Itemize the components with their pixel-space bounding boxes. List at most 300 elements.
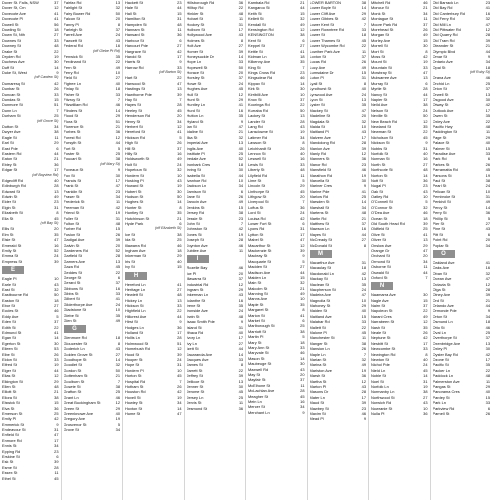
page-number: 17 (238, 335, 243, 341)
page-number: 33 (423, 64, 428, 70)
street-name: Inkerman St (125, 253, 146, 259)
page-number: 12 (115, 134, 120, 140)
page-number: 18 (177, 247, 182, 253)
page-number: 36 (423, 177, 428, 183)
page-number: 13 (177, 86, 182, 92)
street-name: Oatley Rd (371, 194, 389, 200)
page-number: 26 (423, 26, 428, 32)
page-number: 50 (177, 194, 182, 200)
page-number: 50 (115, 367, 120, 373)
street-name: Jenner St (186, 383, 204, 389)
street-name: Hyland St (186, 118, 204, 124)
page-number: 21 (238, 129, 243, 135)
page-number: 40 (361, 86, 366, 92)
street-name: Leswell St (248, 156, 266, 162)
page-number: 35 (115, 53, 120, 59)
street-name: Lumsdaine Dr (309, 70, 334, 76)
page-number: 49 (485, 199, 490, 205)
page-number: 25 (177, 237, 182, 243)
street-name: Hobart St (186, 16, 203, 22)
street-name: Elizabeth St (2, 210, 23, 216)
street-name: Market St (248, 318, 265, 324)
page-number: 38 (300, 328, 305, 334)
page-number: 37 (238, 75, 243, 81)
street-name: Kirribilli Ave (248, 91, 269, 97)
street-name: Old Tram Rd (432, 37, 455, 43)
street-name: Lower St (309, 32, 325, 38)
street-name: Pardey St (432, 394, 450, 400)
page-number: 11 (300, 172, 305, 178)
street-name: Mater Ln (309, 394, 325, 400)
street-name: Lyons Rd (248, 226, 265, 232)
page-number: 24 (238, 308, 243, 314)
index-entry (371, 275, 428, 280)
page-number: 26 (177, 383, 182, 389)
street-name: Illawarra St (186, 276, 206, 282)
street-name: Oldfield St (371, 226, 389, 232)
page-number: 43 (238, 292, 243, 298)
street-name: Foster St (63, 150, 80, 156)
street-name: North St (371, 161, 386, 167)
street-name: Gladstone St (63, 307, 86, 313)
street-name: Forbes St (63, 129, 81, 135)
page-number: 18 (54, 26, 59, 32)
page-number: 30 (300, 361, 305, 367)
street-name: Park Rd (432, 156, 447, 162)
street-name: McCready St (309, 237, 332, 243)
street-name: Martens St (309, 210, 329, 216)
street-name: Glen St (63, 318, 77, 324)
street-name: Fitzroy St (63, 97, 80, 103)
street-name: Dryden Rd (2, 53, 21, 59)
street-name: Dover St. Falls, NSW (2, 0, 39, 5)
page-number: 5 (487, 215, 490, 221)
page-number: 12 (423, 319, 428, 325)
index-entry (125, 411, 182, 416)
page-number: 42 (423, 53, 428, 59)
page-number: 28 (238, 237, 243, 243)
street-name: Lackey St (248, 113, 266, 119)
street-name: Freeman St (63, 204, 84, 210)
index-location-note: (off Mary St) (100, 161, 120, 166)
street-name: Hampden St (125, 21, 147, 27)
page-number: 14 (238, 53, 243, 59)
page-number: 21 (300, 285, 305, 291)
street-name: Kambala Rd (248, 0, 270, 5)
street-name: Luton Pl (309, 75, 324, 81)
page-number: 24 (423, 107, 428, 113)
street-name: Nott St (371, 177, 383, 183)
street-name: Hopetoun St (125, 167, 147, 173)
page-number: 9 (363, 183, 366, 189)
street-name: Jones St (186, 231, 202, 237)
page-number: 27 (238, 43, 243, 49)
page-number: 11 (54, 134, 59, 140)
street-name: Hosking Pl (125, 177, 144, 183)
street-name: Montague St (371, 16, 394, 22)
street-name: Nairn St (371, 303, 386, 309)
page-number: 19 (238, 231, 243, 237)
page-number: 10 (115, 70, 120, 76)
street-name: Hughes Ave (186, 86, 208, 92)
page-number: 46 (54, 308, 59, 314)
street-name: Hurd St (186, 107, 200, 113)
street-name: Maiden St (309, 308, 328, 314)
page-number: 50 (115, 10, 120, 16)
page-number: 26 (361, 59, 366, 65)
street-name: Elsie St (2, 237, 16, 243)
page-number: 33 (177, 303, 182, 309)
street-name: Jarocin Ave (186, 199, 207, 205)
street-name: Osgood Ave (432, 97, 454, 103)
page-number: 50 (54, 292, 59, 298)
page-number: 51 (115, 118, 120, 124)
street-name: Ferdinand St (63, 59, 86, 65)
street-name: Kings Cross Rd (248, 70, 276, 76)
street-name: Phillip St (432, 215, 448, 221)
page-number: 38 (361, 340, 366, 346)
page-number: 42 (115, 204, 120, 210)
page-number: 35 (300, 59, 305, 65)
letter-section-header: H (125, 272, 147, 280)
street-name: Mallett St (309, 324, 326, 330)
street-name: Jacaranda Ave (186, 351, 213, 357)
page-number: 9 (425, 140, 428, 146)
page-number: 31 (485, 194, 490, 200)
page-number: 24 (177, 357, 182, 362)
page-number: 25 (361, 194, 366, 200)
street-name: Lyon St (309, 97, 323, 103)
page-number: 41 (485, 259, 490, 265)
street-name: Oban St (432, 270, 447, 276)
street-name: Empress St (2, 258, 23, 264)
page-number: 32 (361, 118, 366, 124)
page-number: 27 (115, 75, 120, 81)
street-name: Ivory Ln (186, 335, 201, 341)
street-name: Inglis Ave (186, 145, 204, 151)
street-name: Kangaroo St (248, 5, 270, 11)
page-number: 28 (485, 32, 490, 38)
street-name: Napier St (371, 97, 388, 103)
street-name: Old Mill Ln (432, 21, 451, 27)
page-number: 14 (238, 351, 243, 357)
page-number: 13 (361, 276, 366, 282)
street-name: Kurraba Rd (248, 107, 268, 113)
street-name: Lower Cliff Ave (309, 10, 336, 16)
page-number: 40 (361, 308, 366, 314)
page-number: 47 (238, 123, 243, 129)
page-number: 46 (361, 167, 366, 173)
street-name: Jamison St (186, 188, 206, 194)
page-number: 28 (300, 388, 305, 394)
street-name: George St (63, 274, 82, 280)
street-name: Mercer St (248, 404, 265, 410)
index-entry (310, 243, 367, 248)
page-number: 6 (487, 156, 490, 162)
page-number: 41 (423, 231, 428, 237)
street-name: Holborn St (186, 26, 205, 32)
street-name: Hansard St (125, 32, 145, 38)
street-name: Eldon St (2, 357, 17, 362)
street-name: Elkington St (2, 378, 23, 384)
street-name: Orchid Ln (432, 80, 450, 86)
street-name: Egerton St (2, 340, 21, 346)
page-number: 49 (115, 64, 120, 70)
street-name: Easton St (2, 297, 19, 303)
street-name: Hackett St (125, 0, 143, 5)
page-number: 11 (423, 264, 428, 270)
street-name: Gibbs St (63, 291, 79, 297)
page-number: 41 (54, 10, 59, 16)
page-number: 49 (361, 64, 366, 70)
page-number: 24 (361, 91, 366, 97)
street-name: Foucart St (63, 156, 82, 162)
page-number: 12 (300, 26, 305, 32)
street-name: KENSINGTON (248, 32, 274, 38)
page-number: 12 (423, 118, 428, 124)
street-name: Merchant Ln (248, 409, 270, 415)
street-name: Ivanhoe Rd (186, 177, 207, 183)
street-name: Lang Rd (248, 123, 263, 129)
street-name: Marlston Ave (309, 367, 332, 373)
page-number: 17 (423, 340, 428, 346)
street-name: Mackenzie St (248, 247, 272, 253)
page-number: 52 (238, 156, 243, 162)
street-name: Mead Pl (309, 416, 324, 422)
street-name: Manly Rd (309, 150, 326, 156)
street-name: Ironbark Cres (186, 161, 211, 167)
street-name: Frank St (63, 183, 79, 189)
street-name: Hilltop Rd (186, 5, 204, 11)
page-number: 46 (485, 75, 490, 81)
street-name: Orton St (432, 313, 447, 319)
index-entry (125, 264, 182, 269)
page-number: 40 (115, 410, 120, 416)
street-name: Percy St (432, 204, 448, 210)
page-number: 25 (115, 389, 120, 395)
page-number: 12 (177, 346, 182, 352)
page-number: 22 (115, 269, 120, 275)
street-name: Hunter St (125, 204, 142, 210)
page-number: 40 (300, 150, 305, 156)
street-name: Old Quarry Rd (432, 32, 458, 38)
street-name: Jackson Ln (186, 183, 207, 189)
street-name: LOWER BARTON (309, 0, 341, 5)
page-number: 28 (115, 253, 120, 259)
page-number: 34 (177, 400, 182, 406)
street-name: Goulburn St (63, 378, 85, 384)
page-number: 6 (487, 405, 490, 411)
page-number: 33 (177, 64, 182, 70)
page-number: 13 (115, 0, 120, 5)
page-number: 18 (115, 86, 120, 92)
street-name: Kingsclear Rd (248, 75, 273, 81)
page-number: 12 (54, 373, 59, 379)
page-number: 13 (485, 91, 490, 97)
street-name: Hillsborough Rd (186, 0, 215, 5)
street-name: Fawcett St (63, 37, 82, 43)
page-number: 20 (361, 113, 366, 119)
page-number: 16 (238, 107, 243, 113)
street-name: Ithaca Rd (186, 330, 204, 336)
page-number: 11 (238, 16, 243, 22)
street-name: Ozone St (432, 357, 449, 362)
street-name: Mansion Ln (309, 346, 330, 352)
page-number: 9 (487, 53, 490, 59)
page-number: 16 (115, 43, 120, 49)
page-number: 32 (54, 286, 59, 292)
street-name: Frederick St (63, 199, 85, 205)
page-number: 14 (54, 335, 59, 341)
page-number: 39 (54, 258, 59, 264)
page-number: 6 (56, 145, 59, 151)
page-number: 33 (54, 357, 59, 362)
page-number: 18 (238, 161, 243, 167)
page-number: 27 (300, 264, 305, 270)
page-number: 15 (300, 10, 305, 16)
street-name: Hickson Rd (125, 134, 145, 140)
page-number: 34 (177, 118, 182, 124)
street-name: Paul St (432, 177, 446, 183)
street-name: Hyde Park (125, 221, 144, 227)
street-name: Hope St (125, 362, 140, 368)
street-name: Manning St (248, 291, 268, 297)
page-number: 11 (300, 382, 305, 388)
street-name: Iolanthe St (186, 297, 206, 303)
page-number: 35 (54, 231, 59, 237)
page-number: 22 (238, 367, 243, 373)
street-name: Imperial Ave (186, 140, 208, 146)
page-number: 25 (485, 80, 490, 86)
street-name: Joseph St (186, 237, 204, 243)
street-name: Hockey St (186, 21, 205, 27)
page-number: 28 (361, 140, 366, 146)
street-name: Edgar St (2, 167, 18, 173)
street-name: Grosvenor St (63, 421, 87, 427)
page-number: 22 (177, 308, 182, 314)
page-number: 18 (300, 53, 305, 59)
street-name: Fuller St (63, 215, 78, 221)
page-number: 31 (54, 204, 59, 210)
street-name: Oliver St (371, 237, 386, 243)
street-name: Flood St (63, 113, 78, 119)
page-number: 30 (177, 188, 182, 194)
page-number: 16 (485, 265, 490, 271)
street-name: New Beach Rd (371, 118, 397, 124)
page-number: 27 (423, 161, 428, 167)
street-name: Kent St (248, 37, 261, 43)
street-name: Margaret St (248, 307, 269, 313)
street-name: Olney Ave (432, 292, 451, 298)
street-name: Harcourt Pde (125, 43, 148, 49)
page-number: 24 (300, 210, 305, 216)
page-number: 37 (423, 21, 428, 27)
street-name: Dunbar St (2, 86, 20, 92)
page-number: 46 (423, 0, 428, 5)
page-number: 19 (485, 172, 490, 178)
page-number: 38 (300, 32, 305, 38)
street-name: Geddes St (63, 269, 82, 275)
street-name: Lucy Ave (309, 64, 326, 70)
street-name: Holmwood St (125, 340, 149, 346)
index-location-note: (off Bayview Rd) (32, 172, 59, 177)
page-number: 45 (485, 167, 490, 173)
page-number: 15 (115, 226, 120, 232)
page-number: 13 (177, 297, 182, 303)
page-number: 16 (115, 285, 120, 291)
street-name: East St (2, 286, 15, 292)
page-number: 37 (54, 0, 59, 5)
street-name: Lewis St (248, 161, 263, 167)
page-number: 10 (177, 367, 182, 373)
street-name: Fanny Pl (63, 21, 79, 27)
street-name: Matthew St (309, 221, 329, 227)
street-name: Lime St (248, 177, 262, 183)
page-number: 40 (238, 330, 243, 336)
street-name: Mary Ann St (248, 345, 270, 350)
page-number: 18 (115, 335, 120, 341)
street-name: Moore Park Rd (371, 21, 398, 27)
street-name: Galvin St (63, 242, 80, 248)
street-name: Eagle St (2, 134, 17, 140)
page-number: 29 (177, 253, 182, 259)
page-number: 33 (238, 59, 243, 65)
street-name: O'Connor St (371, 204, 393, 210)
street-name: Flora St (63, 118, 78, 124)
street-name: Oak St (371, 188, 383, 194)
page-number: 36 (238, 0, 243, 5)
index-column-7 (369, 0, 431, 500)
page-number: 9 (487, 308, 490, 314)
street-name: Hale St (125, 5, 138, 11)
street-name: Old Pittwater Rd (432, 26, 461, 32)
page-number: 41 (238, 102, 243, 108)
page-number: 13 (423, 237, 428, 243)
street-name: Johnston St (186, 226, 208, 232)
street-name: Edwin St (2, 194, 18, 200)
page-number: 39 (485, 37, 490, 43)
page-number: 6 (56, 454, 59, 460)
page-number: 16 (54, 242, 59, 248)
page-number: 8 (302, 140, 305, 146)
page-number: 22 (485, 367, 490, 373)
page-number: 31 (115, 215, 120, 221)
page-number: 11 (423, 16, 428, 22)
street-name: Holland St (125, 330, 143, 336)
page-number: 44 (423, 91, 428, 97)
street-name: Garners Ave (63, 258, 86, 264)
street-name: Mitchell Rd (371, 0, 391, 5)
street-name: Palace St (432, 140, 450, 146)
street-name: Loftus St (248, 204, 264, 210)
page-number: 19 (54, 362, 59, 368)
page-number: 38 (54, 129, 59, 135)
page-number: 15 (54, 400, 59, 406)
page-number: 45 (423, 134, 428, 140)
page-number: 37 (115, 26, 120, 32)
page-number: 11 (115, 199, 120, 205)
street-name: Newton St (371, 357, 389, 362)
page-number: 12 (361, 150, 366, 156)
page-number: 47 (361, 292, 366, 298)
street-name: Huntley St (125, 210, 143, 216)
street-name: Irene St (186, 303, 201, 309)
page-number: 36 (361, 156, 366, 162)
page-number: 34 (361, 204, 366, 210)
page-number: 45 (361, 37, 366, 43)
page-number: 11 (361, 335, 366, 341)
street-name: Ironside Ave (186, 308, 208, 314)
